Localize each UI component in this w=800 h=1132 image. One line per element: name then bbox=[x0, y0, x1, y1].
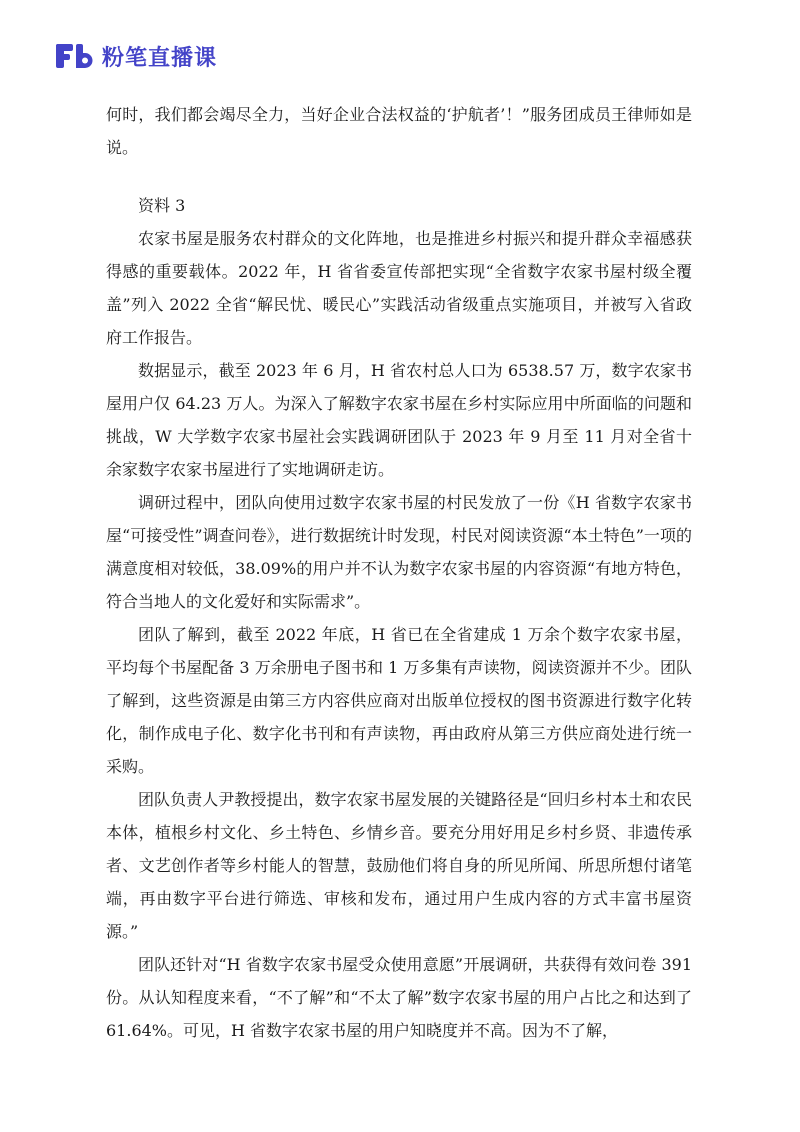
paragraph-3: 调研过程中，团队向使用过数字农家书屋的村民发放了一份《H 省数字农家书屋“可接受性”调查问卷》，进行数据统计时发现，村民对阅读资源“本土特色”一项的满意度相对较低，38.09%的用户并不认为数字农家书屋的内容资源“有地方特色，符合当地人的文化爱好和实际需求”。 bbox=[106, 493, 692, 611]
logo-text: 粉笔直播课 bbox=[102, 45, 218, 71]
continuation-paragraph: 何时，我们都会竭尽全力，当好企业合法权益的‘护航者’！”服务团成员王律师如是说。 bbox=[106, 105, 692, 157]
document-body bbox=[106, 98, 692, 1047]
fb-logo-icon bbox=[54, 41, 96, 71]
header bbox=[54, 38, 217, 74]
paragraph-5: 团队负责人尹教授提出，数字农家书屋发展的关键路径是“回归乡村本土和农民本体，植根乡村文化、乡土特色、乡情乡音。要充分用好用足乡村乡贤、非遗传承者、文艺创作者等乡村能人的智慧，鼓励他们将自身的所见所闻、所思所想付诸笔端，再由数字平台进行筛选、审核和发布，通过用户生成内容的方式丰富书屋资源。” bbox=[106, 790, 692, 941]
section-title: 资料 3 bbox=[138, 196, 186, 215]
paragraph-2: 数据显示，截至 2023 年 6 月，H 省农村总人口为 6538.57 万，数字农家书屋用户仅 64.23 万人。为深入了解数字农家书屋在乡村实际应用中所面临的问题和挑战，W 大学数字农家书屋社会实践调研团队于 2023 年 9 月至 11 月对全省十余家数字农家书屋进行了实地调研走访。 bbox=[106, 361, 692, 479]
paragraph-4: 团队了解到，截至 2022 年底，H 省已在全省建成 1 万余个数字农家书屋，平均每个书屋配备 3 万余册电子图书和 1 万多集有声读物，阅读资源并不少。团队了解到，这些资源是由第三方内容供应商对出版单位授权的图书资源进行数字化转化，制作成电子化、数字化书刊和有声读物，再由政府从第三方供应商处进行统一采购。 bbox=[106, 625, 692, 776]
paragraph-1: 农家书屋是服务农村群众的文化阵地，也是推进乡村振兴和提升群众幸福感获得感的重要载体。2022 年，H 省省委宣传部把实现“全省数字农家书屋村级全覆盖”列入 2022 全省“解民忧、暖民心”实践活动省级重点实施项目，并被写入省政府工作报告。 bbox=[106, 229, 692, 347]
paragraph-6: 团队还针对“H 省数字农家书屋受众使用意愿”开展调研，共获得有效问卷 391 份。从认知程度来看，“不了解”和“不太了解”数字农家书屋的用户占比之和达到了 61.64%。可见，H 省数字农家书屋的用户知晓度并不高。因为不了解， bbox=[106, 955, 692, 1040]
paragraph-spacer bbox=[106, 164, 692, 189]
